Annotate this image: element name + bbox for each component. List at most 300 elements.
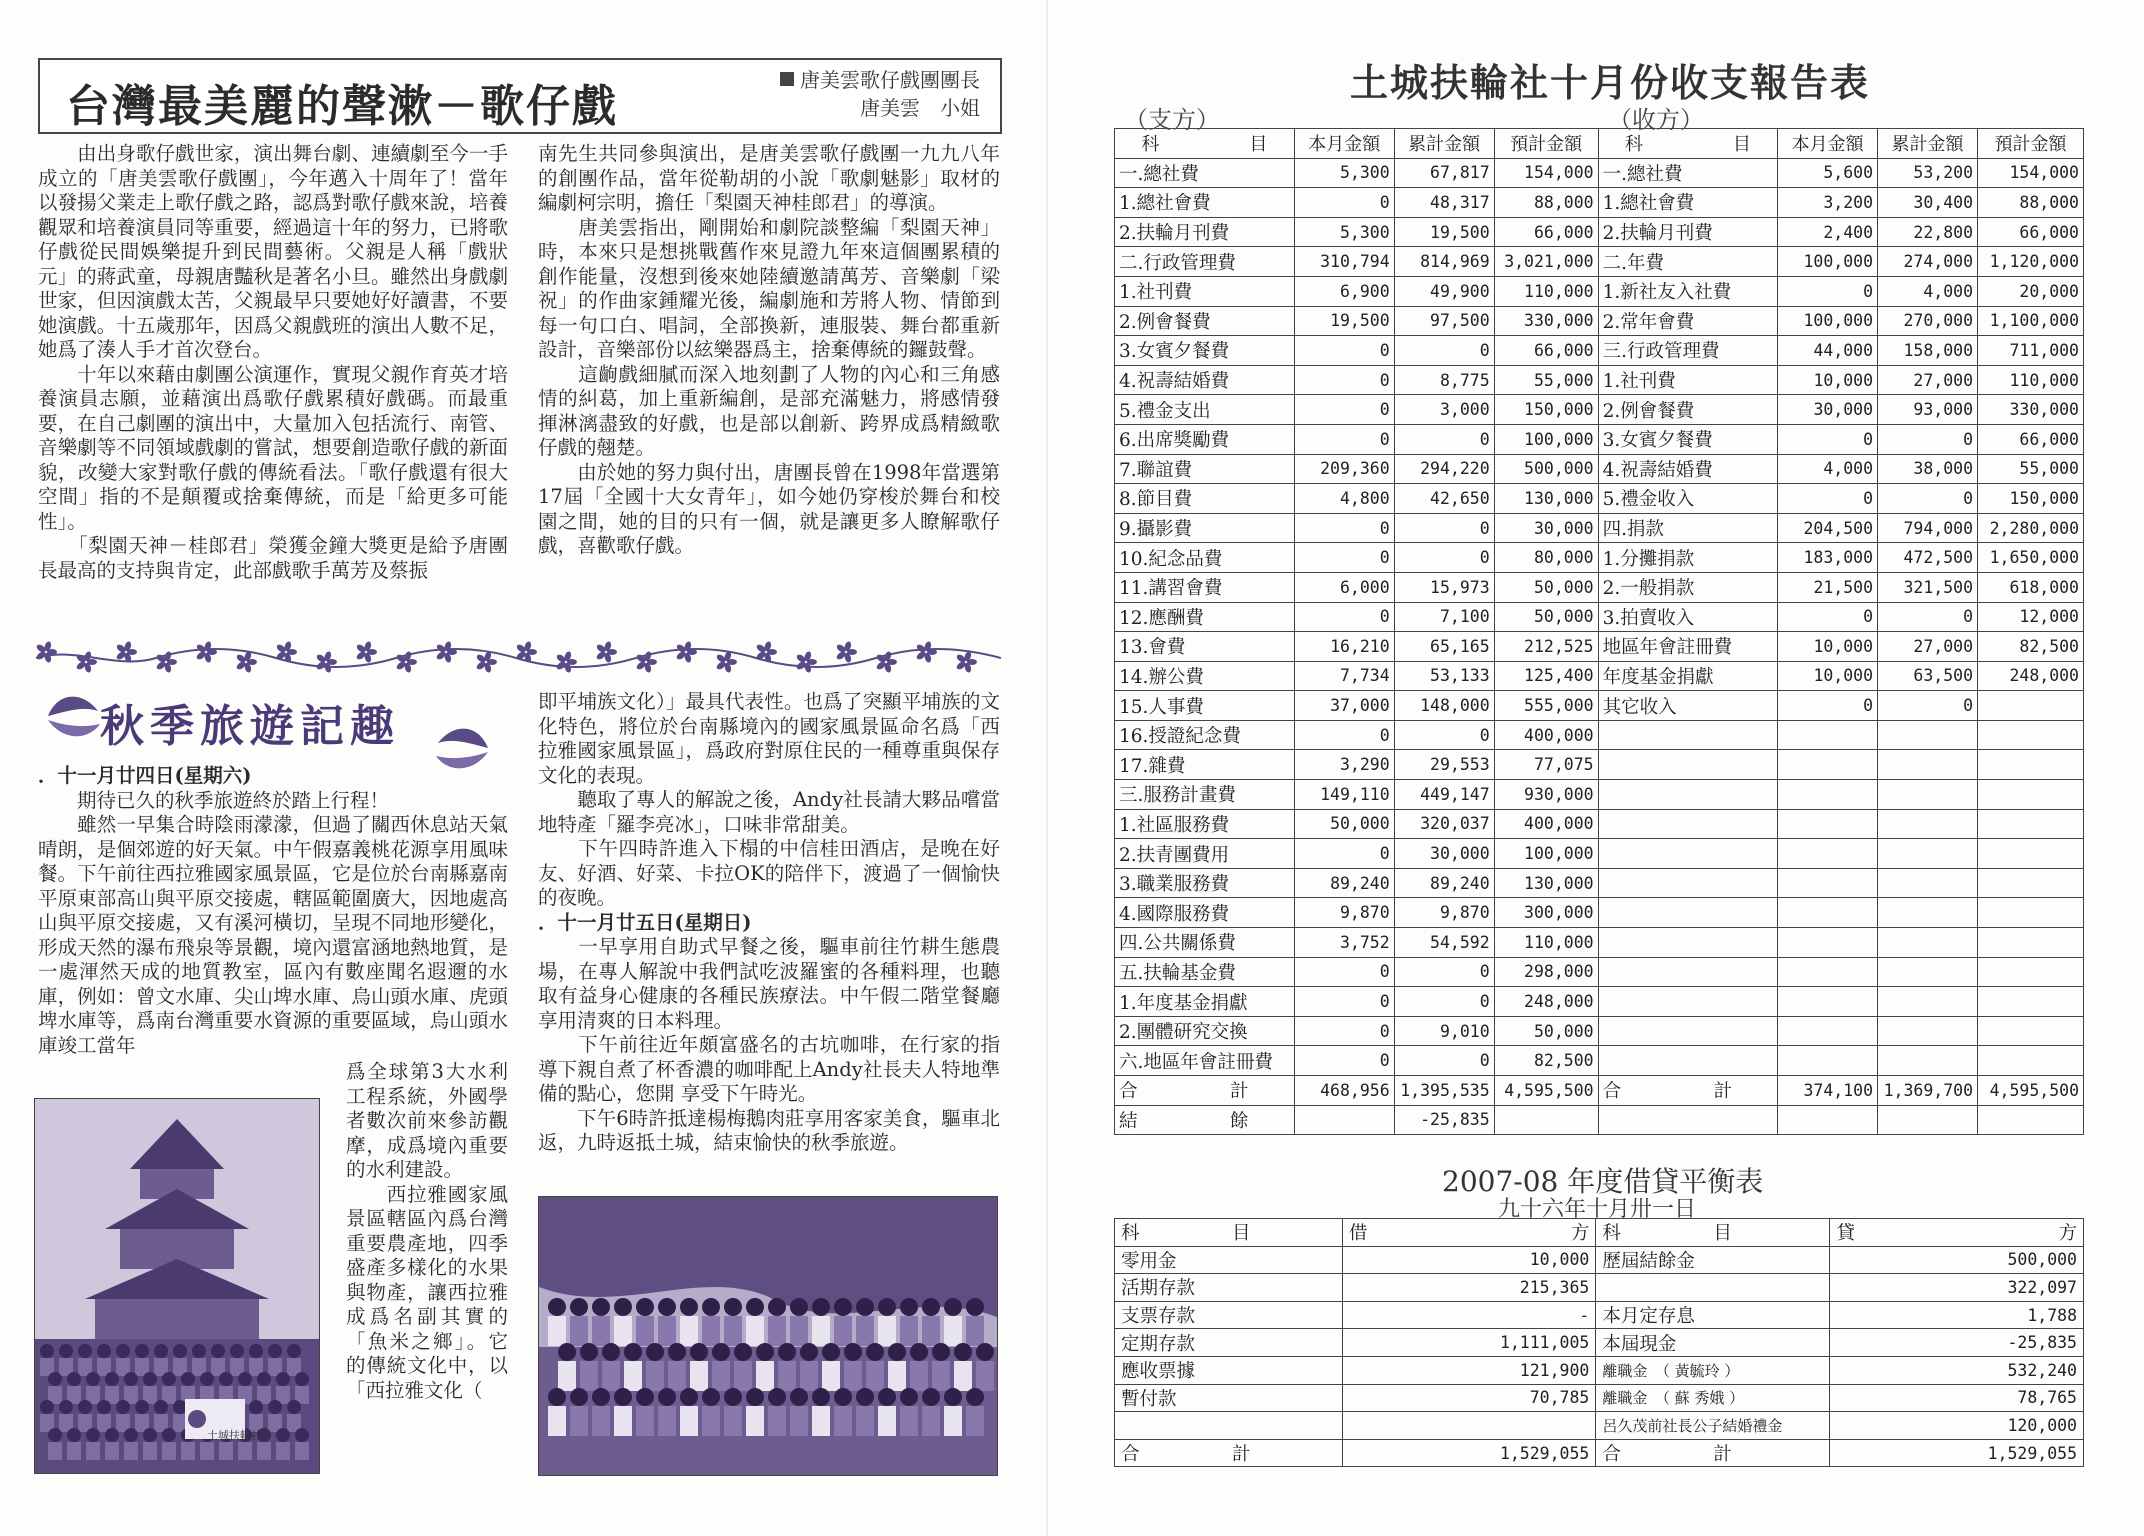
amount-cell: 814,969	[1394, 247, 1494, 277]
byline-name: 唐美雲 小姐	[860, 96, 980, 120]
amount-cell: 50,000	[1494, 1016, 1598, 1046]
amount-cell: 150,000	[1494, 395, 1598, 425]
account-cell: 地區年會註冊費	[1598, 632, 1778, 662]
amount-cell: 300,000	[1494, 898, 1598, 928]
amount-cell: 本月金額	[1294, 129, 1394, 159]
amount-cell: 66,000	[1978, 217, 2084, 247]
amount-cell	[1978, 898, 2084, 928]
amount-cell: 48,317	[1394, 188, 1494, 218]
amount-cell: 472,500	[1878, 543, 1978, 573]
amount-cell: 1,120,000	[1978, 247, 2084, 277]
amount-cell	[1778, 809, 1878, 839]
account-cell	[1598, 1016, 1778, 1046]
amount-cell: 248,000	[1494, 987, 1598, 1017]
article-title: 台灣最美麗的聲漱－歌仔戲	[66, 81, 618, 132]
amount-cell: 70,785	[1342, 1384, 1596, 1412]
account-cell: 支票存款	[1115, 1301, 1343, 1329]
amount-cell	[1878, 780, 1978, 810]
article2-column-2	[538, 690, 1000, 1156]
account-cell: 7.聯誼費	[1115, 454, 1295, 484]
table-row	[1115, 1274, 2084, 1302]
table-row	[1115, 513, 2084, 543]
amount-cell	[1878, 1046, 1978, 1076]
amount-cell: 借 方	[1342, 1219, 1596, 1247]
amount-cell	[1778, 987, 1878, 1017]
amount-cell: 55,000	[1978, 454, 2084, 484]
account-cell: 二.年費	[1598, 247, 1778, 277]
amount-cell: 50,000	[1294, 809, 1394, 839]
account-cell: 9.攝影費	[1115, 513, 1295, 543]
group-photo-outdoor	[538, 1196, 998, 1476]
amount-cell	[1978, 1105, 2084, 1135]
table-row	[1115, 1301, 2084, 1329]
amount-cell: 預計金額	[1978, 129, 2084, 159]
amount-cell: 0	[1394, 543, 1494, 573]
amount-cell: 88,000	[1494, 188, 1598, 218]
amount-cell: 1,111,005	[1342, 1329, 1596, 1357]
amount-cell	[1978, 750, 2084, 780]
amount-cell: 0	[1294, 543, 1394, 573]
amount-cell: 27,000	[1878, 632, 1978, 662]
amount-cell	[1978, 780, 2084, 810]
account-cell: 一.總社費	[1598, 158, 1778, 188]
flower-vine-divider	[36, 636, 1001, 676]
amount-cell: 89,240	[1394, 868, 1494, 898]
amount-cell: 49,900	[1394, 276, 1494, 306]
amount-cell: 1,529,055	[1342, 1439, 1596, 1467]
amount-cell: 3,200	[1778, 188, 1878, 218]
table-row	[1115, 661, 2084, 691]
amount-cell: 本月金額	[1778, 129, 1878, 159]
amount-cell: 274,000	[1878, 247, 1978, 277]
amount-cell: 149,110	[1294, 780, 1394, 810]
account-cell: 1.分攤捐款	[1598, 543, 1778, 573]
amount-cell	[1978, 928, 2084, 958]
table-row	[1115, 602, 2084, 632]
amount-cell: 37,000	[1294, 691, 1394, 721]
amount-cell: 0	[1294, 987, 1394, 1017]
account-cell: 1.總社會費	[1115, 188, 1295, 218]
surplus-row	[1115, 1105, 2084, 1135]
account-cell: 應收票據	[1115, 1356, 1343, 1384]
account-cell: 合 計	[1596, 1439, 1830, 1467]
account-cell: 年度基金捐獻	[1598, 661, 1778, 691]
account-cell: 16.授證紀念費	[1115, 720, 1295, 750]
amount-cell: 55,000	[1494, 365, 1598, 395]
amount-cell: 500,000	[1494, 454, 1598, 484]
amount-cell: 215,365	[1342, 1274, 1596, 1302]
amount-cell	[1878, 987, 1978, 1017]
amount-cell: 110,000	[1494, 276, 1598, 306]
amount-cell	[1878, 1105, 1978, 1135]
total-row	[1115, 1439, 2084, 1467]
amount-cell: 110,000	[1978, 365, 2084, 395]
amount-cell: 322,097	[1830, 1274, 2084, 1302]
leaf-ornament-icon	[38, 686, 108, 746]
account-cell: 1.社刊費	[1115, 276, 1295, 306]
table-row	[1115, 1246, 2084, 1274]
amount-cell: 16,210	[1294, 632, 1394, 662]
account-cell: 本月定存息	[1596, 1301, 1830, 1329]
account-cell: 四.公共關係費	[1115, 928, 1295, 958]
account-cell: 三.服務計畫費	[1115, 780, 1295, 810]
banner-text: 土城扶輪社	[207, 1429, 262, 1442]
amount-cell: 532,240	[1830, 1356, 2084, 1384]
amount-cell: 0	[1778, 424, 1878, 454]
amount-cell: 0	[1878, 602, 1978, 632]
amount-cell: 130,000	[1494, 868, 1598, 898]
account-cell	[1598, 957, 1778, 987]
amount-cell	[1978, 957, 2084, 987]
account-cell	[1596, 1274, 1830, 1302]
account-cell: 三.行政管理費	[1598, 336, 1778, 366]
account-cell: 5.禮金收入	[1598, 484, 1778, 514]
amount-cell: -25,835	[1830, 1329, 2084, 1357]
amount-cell: 0	[1294, 1016, 1394, 1046]
trip-date-day2: ．十一月廿五日(星期日)	[538, 910, 752, 934]
amount-cell: 711,000	[1978, 336, 2084, 366]
account-cell: 17.雜費	[1115, 750, 1295, 780]
account-cell: 1.新社友入社費	[1598, 276, 1778, 306]
amount-cell: 66,000	[1978, 424, 2084, 454]
amount-cell: 374,100	[1778, 1076, 1878, 1106]
amount-cell	[1778, 928, 1878, 958]
table-row	[1115, 424, 2084, 454]
amount-cell: 19,500	[1294, 306, 1394, 336]
table-row	[1115, 247, 2084, 277]
amount-cell: 19,500	[1394, 217, 1494, 247]
amount-cell	[1978, 839, 2084, 869]
account-cell: 2.扶輪月刊費	[1115, 217, 1295, 247]
page-fold	[1046, 0, 1048, 1536]
amount-cell: 0	[1878, 484, 1978, 514]
amount-cell: 7,734	[1294, 661, 1394, 691]
table-row	[1115, 395, 2084, 425]
account-cell: 暫付款	[1115, 1384, 1343, 1412]
amount-cell: 0	[1294, 365, 1394, 395]
amount-cell: 330,000	[1978, 395, 2084, 425]
table-row	[1115, 217, 2084, 247]
amount-cell: 4,000	[1778, 454, 1878, 484]
amount-cell: 89,240	[1294, 868, 1394, 898]
account-cell	[1598, 987, 1778, 1017]
amount-cell: 204,500	[1778, 513, 1878, 543]
table-row	[1115, 868, 2084, 898]
amount-cell	[1878, 957, 1978, 987]
amount-cell: 30,000	[1778, 395, 1878, 425]
account-cell: 13.會費	[1115, 632, 1295, 662]
amount-cell	[1494, 1105, 1598, 1135]
amount-cell	[1878, 750, 1978, 780]
amount-cell: 150,000	[1978, 484, 2084, 514]
amount-cell: 累計金額	[1878, 129, 1978, 159]
amount-cell: 10,000	[1778, 661, 1878, 691]
account-cell: 2.團體研究交換	[1115, 1016, 1295, 1046]
amount-cell: 22,800	[1878, 217, 1978, 247]
amount-cell: 93,000	[1878, 395, 1978, 425]
amount-cell	[1878, 898, 1978, 928]
amount-cell: 0	[1778, 691, 1878, 721]
account-cell: 3.拍賣收入	[1598, 602, 1778, 632]
amount-cell: 7,100	[1394, 602, 1494, 632]
amount-cell: 0	[1878, 424, 1978, 454]
amount-cell: 212,525	[1494, 632, 1598, 662]
amount-cell	[1878, 928, 1978, 958]
amount-cell: 1,369,700	[1878, 1076, 1978, 1106]
account-cell: 其它收入	[1598, 691, 1778, 721]
amount-cell	[1978, 987, 2084, 1017]
amount-cell: -	[1342, 1301, 1596, 1329]
table-row	[1115, 691, 2084, 721]
table-row	[1115, 632, 2084, 662]
amount-cell: 12,000	[1978, 602, 2084, 632]
amount-cell: 294,220	[1394, 454, 1494, 484]
amount-cell	[1778, 1105, 1878, 1135]
income-expense-table	[1114, 128, 2084, 1135]
amount-cell	[1778, 839, 1878, 869]
amount-cell: 預計金額	[1494, 129, 1598, 159]
table-row	[1115, 454, 2084, 484]
amount-cell: 4,595,500	[1978, 1076, 2084, 1106]
amount-cell: 82,500	[1978, 632, 2084, 662]
amount-cell: 4,595,500	[1494, 1076, 1598, 1106]
table-row	[1115, 928, 2084, 958]
article2-column-1	[38, 764, 508, 1058]
amount-cell: 794,000	[1878, 513, 1978, 543]
square-bullet-icon	[780, 72, 794, 86]
account-cell: 3.職業服務費	[1115, 868, 1295, 898]
table-row	[1115, 306, 2084, 336]
account-cell: 科 目	[1598, 129, 1778, 159]
amount-cell	[1878, 1016, 1978, 1046]
account-cell: 合 計	[1115, 1439, 1343, 1467]
amount-cell: 5,300	[1294, 217, 1394, 247]
amount-cell: 100,000	[1494, 424, 1598, 454]
account-cell: 10.紀念品費	[1115, 543, 1295, 573]
amount-cell: 148,000	[1394, 691, 1494, 721]
amount-cell: 10,000	[1778, 365, 1878, 395]
table-row	[1115, 336, 2084, 366]
table-row	[1115, 1356, 2084, 1384]
table-row	[1115, 158, 2084, 188]
income-label: （收方）	[1608, 106, 1704, 134]
amount-cell: 1,650,000	[1978, 543, 2084, 573]
amount-cell: 30,000	[1394, 839, 1494, 869]
amount-cell	[1978, 809, 2084, 839]
table-row	[1115, 780, 2084, 810]
amount-cell	[1778, 750, 1878, 780]
amount-cell: 10,000	[1342, 1246, 1596, 1274]
account-cell: 活期存款	[1115, 1274, 1343, 1302]
balance-sheet-title: 2007-08 年度借貸平衡表	[1442, 1165, 1764, 1198]
amount-cell: 0	[1294, 336, 1394, 366]
amount-cell: 0	[1394, 336, 1494, 366]
amount-cell: 468,956	[1294, 1076, 1394, 1106]
account-cell: 科 目	[1596, 1219, 1830, 1247]
amount-cell: 30,000	[1494, 513, 1598, 543]
amount-cell: 78,765	[1830, 1384, 2084, 1412]
table-row	[1115, 484, 2084, 514]
table-row	[1115, 276, 2084, 306]
table-row	[1115, 1412, 2084, 1440]
amount-cell: 500,000	[1830, 1246, 2084, 1274]
account-cell: 合 計	[1115, 1076, 1295, 1106]
amount-cell: 0	[1394, 424, 1494, 454]
table-row	[1115, 188, 2084, 218]
amount-cell	[1978, 691, 2084, 721]
amount-cell: 0	[1294, 188, 1394, 218]
account-cell	[1598, 1105, 1778, 1135]
account-cell: 3.女賓夕餐費	[1115, 336, 1295, 366]
amount-cell: 50,000	[1494, 572, 1598, 602]
amount-cell: 154,000	[1978, 158, 2084, 188]
expense-label: （支方）	[1124, 106, 1220, 134]
account-cell: 5.禮金支出	[1115, 395, 1295, 425]
amount-cell: 0	[1294, 720, 1394, 750]
amount-cell: 400,000	[1494, 720, 1598, 750]
amount-cell: 97,500	[1394, 306, 1494, 336]
account-cell	[1598, 839, 1778, 869]
amount-cell: 27,000	[1878, 365, 1978, 395]
amount-cell: 330,000	[1494, 306, 1598, 336]
table-header-row	[1115, 129, 2084, 159]
amount-cell	[1978, 720, 2084, 750]
amount-cell: 100,000	[1778, 247, 1878, 277]
account-cell: 呂久茂前社長公子結婚禮金	[1596, 1412, 1830, 1440]
trip-date-day1: ．十一月廿四日(星期六)	[38, 764, 252, 787]
account-cell: 2.一般捐款	[1598, 572, 1778, 602]
amount-cell: 9,870	[1294, 898, 1394, 928]
amount-cell	[1878, 839, 1978, 869]
account-cell: 二.行政管理費	[1115, 247, 1295, 277]
amount-cell: 66,000	[1494, 217, 1598, 247]
amount-cell: 20,000	[1978, 276, 2084, 306]
article2-title: 秋季旅遊記趣	[100, 701, 400, 752]
amount-cell	[1778, 898, 1878, 928]
amount-cell: 125,400	[1494, 661, 1598, 691]
amount-cell: 累計金額	[1394, 129, 1494, 159]
amount-cell: 158,000	[1878, 336, 1978, 366]
article2-column-1b: 爲全球第3大水利工程系統，外國學者數次前來參訪觀摩，成爲境內重要的水利建設。 西拉雅國家風景區轄區內爲台灣重要農產地，四季盛產多樣化的水果與物產，讓西拉雅成爲名副其實的「魚米之鄉」。它的傳統文化中，以「西拉雅文化（	[346, 1060, 508, 1402]
amount-cell	[1878, 809, 1978, 839]
amount-cell: 400,000	[1494, 809, 1598, 839]
table-row	[1115, 750, 2084, 780]
balance-sheet-date: 九十六年十月卅一日	[1498, 1197, 1697, 1222]
amount-cell	[1778, 780, 1878, 810]
amount-cell: 5,600	[1778, 158, 1878, 188]
account-cell: 1.年度基金捐獻	[1115, 987, 1295, 1017]
amount-cell: 930,000	[1494, 780, 1598, 810]
account-cell: 4.國際服務費	[1115, 898, 1295, 928]
account-cell	[1115, 1412, 1343, 1440]
amount-cell: 110,000	[1494, 928, 1598, 958]
amount-cell: 0	[1778, 602, 1878, 632]
group-photo-temple	[34, 1098, 320, 1474]
amount-cell: 1,395,535	[1394, 1076, 1494, 1106]
amount-cell: 9,870	[1394, 898, 1494, 928]
amount-cell	[1778, 868, 1878, 898]
report-title: 土城扶輪社十月份收支報告表	[1350, 60, 1871, 105]
amount-cell: 4,000	[1878, 276, 1978, 306]
amount-cell: 0	[1294, 839, 1394, 869]
table-row	[1115, 1329, 2084, 1357]
amount-cell	[1978, 868, 2084, 898]
amount-cell: 88,000	[1978, 188, 2084, 218]
account-cell: 六.地區年會註冊費	[1115, 1046, 1295, 1076]
account-cell	[1598, 720, 1778, 750]
account-cell: 科 目	[1115, 1219, 1343, 1247]
amount-cell: 3,290	[1294, 750, 1394, 780]
account-cell: 一.總社費	[1115, 158, 1295, 188]
article2-paragraphs-1: 期待已久的秋季旅遊終於踏上行程！ 雖然一早集合時陰雨濛濛，但過了關西休息站天氣晴朗，是個郊遊的好天氣。中午假嘉義桃花源享用風味餐。下午前往西拉雅國家風景區，它是位於台南縣嘉南平原東部高山與平原交接處，轄區範圍廣大，因地處高山與平原交接處，又有溪河橫切，呈現不同地形變化，形成天然的瀑布飛泉等景觀，境內還富涵地熱地質，是一處渾然天成的地質教室，區內有數座聞名遐邇的水庫，例如：曾文水庫、尖山埤水庫、烏山頭水庫、虎頭埤水庫等，爲南台灣重要水資源的重要區域，烏山頭水庫竣工當年	[38, 788, 508, 1057]
amount-cell: 0	[1294, 957, 1394, 987]
amount-cell: 1,100,000	[1978, 306, 2084, 336]
article1-column-2: 南先生共同參與演出，是唐美雲歌仔戲團一九九八年的創團作品，當年從勒胡的小說「歌劇魅影」取材的編劇柯宗明，擔任「梨園天神桂郎君」的導演。 唐美雲指出，剛開始和劇院談整編「梨園天神」時，本來只是想挑戰舊作來見證九年來這個團累積的創作能量，沒想到後來她陸續邀請萬芳、音樂劇「梁祝」的作曲家鍾耀光後，編劇施和芳將人物、情節到每一句口白、唱詞，全部換新，連服裝、舞台都重新設計，音樂部份以絃樂器爲主，捨棄傳統的鑼鼓聲。 這齣戲細膩而深入地刻劃了人物的內心和三角感情的糾葛，加上重新編創，是部充滿魅力，將感情發揮淋漓盡致的好戲，也是部以創新、跨界成爲精緻歌仔戲的翹楚。 由於她的努力與付出，唐團長曾在1998年當選第17屆「全國十大女青年」，如今她仍穿梭於舞台和校園之間，她的目的只有一個，就是讓更多人瞭解歌仔戲，喜歡歌仔戲。	[538, 142, 1000, 557]
amount-cell: 5,300	[1294, 158, 1394, 188]
account-cell: 2.例會餐費	[1115, 306, 1295, 336]
amount-cell: 67,817	[1394, 158, 1494, 188]
table-row	[1115, 1016, 2084, 1046]
amount-cell: 320,037	[1394, 809, 1494, 839]
table-row	[1115, 957, 2084, 987]
amount-cell: 65,165	[1394, 632, 1494, 662]
article1-column-1: 由出身歌仔戲世家，演出舞台劇、連續劇至今一手成立的「唐美雲歌仔戲團」，今年邁入十周年了！當年以發揚父業走上歌仔戲之路，認爲對歌仔戲來說，培養觀眾和培養演員同等重要，經過這十年的努力，已將歌仔戲從民間娛樂提升到民間藝術。父親是人稱「戲狀元」的蔣武童，母親唐豔秋是著名小旦。雖然出身戲劇世家，但因演戲太苦，父親最早只要她好好讀書，不要她演戲。十五歲那年，因爲父親戲班的演出人數不足，她爲了湊人手才首次登台。 十年以來藉由劇團公演運作，實現父親作育英才培養演員志願，並藉演出爲歌仔戲累積好戲碼。而最重要，在自己劇團的演出中，大量加入包括流行、南管、音樂劇等不同領域戲劇的嘗試，想要創造歌仔戲的新面貌，改變大家對歌仔戲的傳統看法。「歌仔戲還有很大空間」指的不是顛覆或捨棄傳統，而是「給更多可能性」。 「梨園天神－桂郎君」榮獲金鐘大獎更是給予唐團長最高的支持與肯定，此部戲歌手萬芳及蔡振	[38, 142, 508, 582]
amount-cell: 130,000	[1494, 484, 1598, 514]
amount-cell: 209,360	[1294, 454, 1394, 484]
amount-cell: 121,900	[1342, 1356, 1596, 1384]
amount-cell: 555,000	[1494, 691, 1598, 721]
table-row	[1115, 572, 2084, 602]
amount-cell: 0	[1394, 513, 1494, 543]
amount-cell	[1878, 868, 1978, 898]
amount-cell: 21,500	[1778, 572, 1878, 602]
amount-cell: 2,280,000	[1978, 513, 2084, 543]
amount-cell: 66,000	[1494, 336, 1598, 366]
amount-cell: 183,000	[1778, 543, 1878, 573]
amount-cell: 10,000	[1778, 632, 1878, 662]
table-row	[1115, 365, 2084, 395]
account-cell: 15.人事費	[1115, 691, 1295, 721]
account-cell: 1.社刊費	[1598, 365, 1778, 395]
amount-cell: 1,788	[1830, 1301, 2084, 1329]
amount-cell: 53,200	[1878, 158, 1978, 188]
account-cell: 歷屆結餘金	[1596, 1246, 1830, 1274]
amount-cell: 4,800	[1294, 484, 1394, 514]
account-cell	[1598, 780, 1778, 810]
amount-cell: 29,553	[1394, 750, 1494, 780]
amount-cell: 0	[1294, 395, 1394, 425]
account-cell	[1598, 809, 1778, 839]
byline-role: 唐美雲歌仔戲團團長	[800, 68, 980, 92]
amount-cell: 449,147	[1394, 780, 1494, 810]
amount-cell: 3,752	[1294, 928, 1394, 958]
amount-cell: 82,500	[1494, 1046, 1598, 1076]
table-row	[1115, 987, 2084, 1017]
amount-cell	[1778, 957, 1878, 987]
account-cell: 1.總社會費	[1598, 188, 1778, 218]
account-cell: 14.辦公費	[1115, 661, 1295, 691]
amount-cell: 310,794	[1294, 247, 1394, 277]
amount-cell	[1778, 1016, 1878, 1046]
amount-cell	[1294, 1105, 1394, 1135]
account-cell: 2.扶輪月刊費	[1598, 217, 1778, 247]
amount-cell: 0	[1294, 513, 1394, 543]
amount-cell: 38,000	[1878, 454, 1978, 484]
account-cell: 12.應酬費	[1115, 602, 1295, 632]
account-cell: 定期存款	[1115, 1329, 1343, 1357]
account-cell: 五.扶輪基金費	[1115, 957, 1295, 987]
amount-cell: 0	[1294, 1046, 1394, 1076]
